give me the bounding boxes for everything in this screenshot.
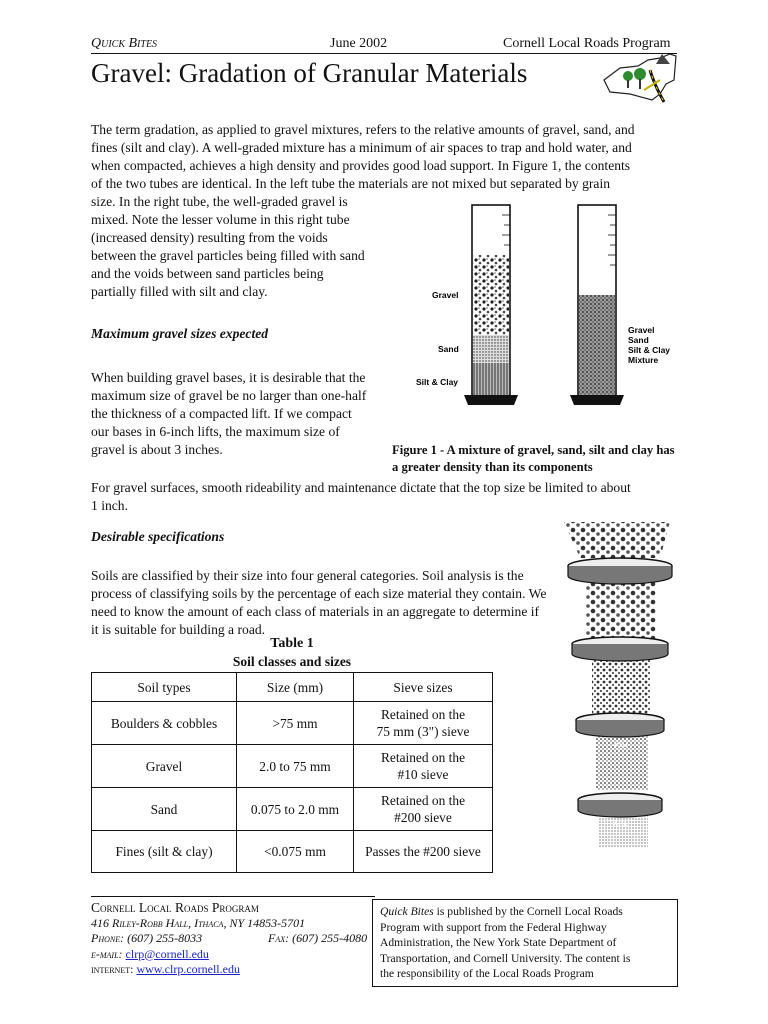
table-cell-size: <0.075 mm: [237, 831, 354, 873]
sieve-label-200: #200: [612, 819, 630, 828]
table-cell-sieve: Retained on the #200 sieve: [354, 788, 493, 831]
table-header-cell: Soil types: [92, 673, 237, 702]
table-cell-soil-type: Gravel: [92, 745, 237, 788]
footer-email-link[interactable]: clrp@cornell.edu: [125, 946, 209, 961]
specs-paragraph: Soils are classified by their size into four general categories. Soil analysis is the process of classifying soils by the percentage of each size material they contain. We need to know the amount of each class of materials in an aggregate to determine if it is suitable for building a road.: [91, 568, 547, 637]
figure-1-cylinders: [410, 195, 690, 435]
table-cell-size: 2.0 to 75 mm: [237, 745, 354, 788]
fig1-label-silt-clay: Silt & Clay: [416, 377, 459, 387]
table-row: [92, 702, 493, 745]
figure-1-caption: Figure 1 - A mixture of gravel, sand, silt and clay has a greater density than its components: [392, 443, 675, 474]
table-row: [92, 831, 493, 873]
sieve-label-4: #4: [616, 663, 625, 672]
sieve-stack-figure: [560, 518, 680, 858]
table-1-title: Table 1: [270, 636, 314, 651]
table-1-subtitle: Soil classes and sizes: [232, 654, 352, 669]
fig1-mix-label-silt-clay: Silt & Clay: [628, 345, 671, 355]
footer-address: 416 Riley-Robb Hall, Ithaca, NY 14853-5701: [91, 915, 306, 930]
fig1-label-gravel: Gravel: [432, 290, 459, 300]
table-cell-sieve: Retained on the 75 mm (3") sieve: [354, 702, 493, 745]
header-rule: [91, 53, 677, 54]
clrp-logo: [600, 50, 678, 108]
table-cell-size: 0.075 to 2.0 mm: [237, 788, 354, 831]
table-cell-sieve: Passes the #200 sieve: [354, 831, 493, 873]
page-title: Gravel: Gradation of Granular Materials: [91, 58, 528, 88]
soil-classes-table: [91, 672, 493, 873]
header-series: Quick Bites: [91, 36, 158, 51]
sieve-label-3in: 3": [616, 584, 624, 593]
table-cell-soil-type: Fines (silt & clay): [92, 831, 237, 873]
table-header-cell: Size (mm): [237, 673, 354, 702]
surfaces-paragraph: For gravel surfaces, smooth rideability and maintenance dictate that the top size be limited to about 1 inch.: [91, 480, 631, 513]
footer-rule: [91, 896, 375, 897]
table-row: [92, 788, 493, 831]
footer-contact: Cornell Local Roads Program 416 Riley-Robb Hall, Ithaca, NY 14853-5701 Phone: (607) 255-8033 Fax: (607) 255-4080 e-mail: clrp@cornell.edu internet: www.clrp.cornell.edu: [91, 900, 381, 978]
heading-desirable-specs: Desirable specifications: [91, 529, 225, 544]
table-row: [92, 745, 493, 788]
footer-phone: (607) 255-8033: [127, 931, 203, 945]
footer-publisher-note: Quick Bites is published by the Cornell Local Roads Program with support from the Federal Highway Administration, the New York State Department of Transportation, and Cornell University. The content is the responsibility of the Local Roads Program: [372, 899, 678, 987]
header-organization: Cornell Local Roads Program: [503, 36, 671, 51]
sieve-label-10: #10: [614, 740, 628, 749]
header-date: June 2002: [330, 36, 388, 51]
heading-max-gravel: Maximum gravel sizes expected: [91, 326, 269, 341]
fig1-label-sand: Sand: [438, 344, 459, 354]
fig1-mix-label-gravel: Gravel: [628, 325, 655, 335]
table-header-cell: Sieve sizes: [354, 673, 493, 702]
footer-fax: (607) 255-4080: [292, 931, 368, 945]
footer-website-link[interactable]: www.clrp.cornell.edu: [136, 962, 240, 976]
table-cell-size: >75 mm: [237, 702, 354, 745]
footer-org: Cornell Local Roads Program: [91, 900, 259, 915]
intro-paragraph: The term gradation, as applied to gravel mixtures, refers to the relative amounts of gravel, sand, and fines (silt and clay). A well-graded mixture has a minimum of air spaces to trap and hold water, and when compacted, achieves a high density and provides good load support. In Figure 1, the contents of the two tubes are identical. In the left tube the materials are not mixed but separated by grain size. In the right tube, the well-graded gravel is mixed. Note the lesser volume in this right tube (increased density) resulting from the voids between the gravel particles being filled with sand and the voids between sand particles being partially filled with silt and clay.: [91, 122, 635, 299]
table-cell-soil-type: Boulders & cobbles: [92, 702, 237, 745]
fig1-mix-label-sand: Sand: [628, 335, 649, 345]
max-gravel-paragraph: When building gravel bases, it is desirable that the maximum size of gravel be no larger than one-half the thickness of a compacted lift. If we compact our bases in 6-inch lifts, the maximum size of gravel is about 3 inches.: [91, 370, 367, 457]
fig1-mix-label-mixture: Mixture: [628, 355, 659, 365]
table-cell-soil-type: Sand: [92, 788, 237, 831]
table-header-row: [92, 673, 493, 702]
table-cell-sieve: Retained on the #10 sieve: [354, 745, 493, 788]
